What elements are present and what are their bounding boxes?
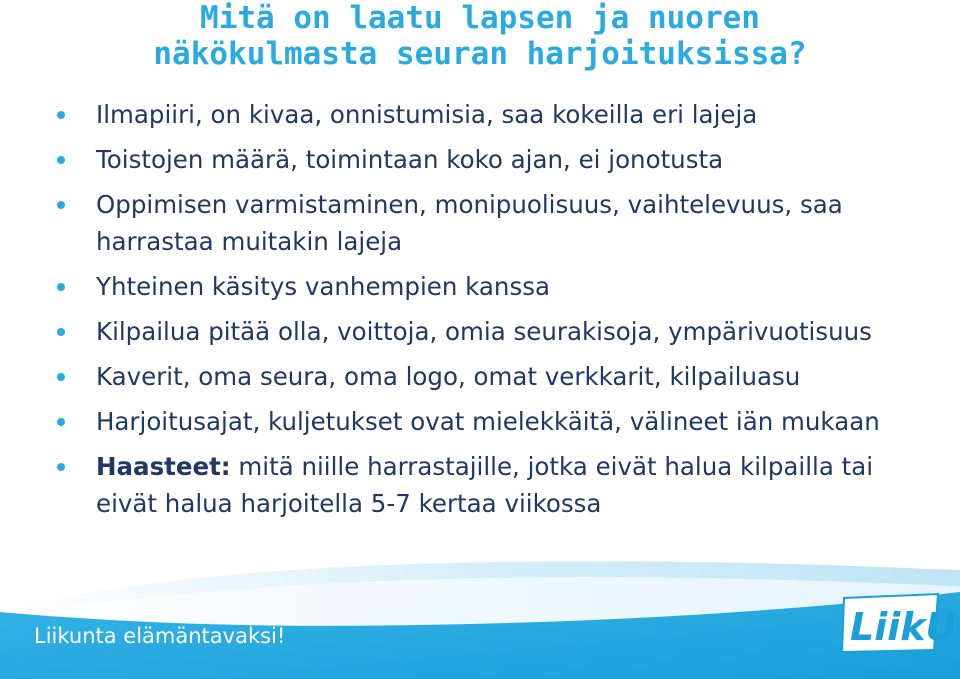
- bullet-item: [56, 403, 936, 440]
- bullet-text: Ilmapiiri, on kivaa, onnistumisia, saa kokeilla eri lajeja: [96, 100, 758, 129]
- bullet-dot-icon: [57, 418, 65, 426]
- bullet-item: [56, 96, 936, 133]
- bullet-item: [56, 358, 936, 395]
- bullet-dot-icon: [57, 463, 65, 471]
- bullet-item: [56, 313, 936, 350]
- slide-title-line-1: Mitä on laatu lapsen ja nuoren: [200, 0, 760, 36]
- bullet-dot-icon: [57, 373, 65, 381]
- logo-text: LiikU: [850, 605, 957, 649]
- bullet-dot-icon: [57, 328, 65, 336]
- bullet-text: Toistojen määrä, toimintaan koko ajan, ei jonotusta: [96, 145, 724, 174]
- footer-wave-band: [0, 548, 960, 679]
- slide-title-line-2: näkökulmasta seuran harjoituksissa?: [153, 36, 807, 72]
- bullet-dot-icon: [57, 201, 65, 209]
- bullet-text: Kilpailua pitää olla, voittoja, omia seurakisoja, ympärivuotisuus: [96, 317, 872, 346]
- bullet-item-challenges: [56, 448, 936, 522]
- footer-slogan: Liikunta elämäntavaksi!: [34, 624, 286, 648]
- bullet-text: mitä niille harrastajille, jotka eivät halua kilpailla tai eivät halua harjoitella 5-7 kertaa viikossa: [96, 452, 874, 518]
- footer-wave-graphic: [0, 548, 960, 679]
- slide-title: [0, 0, 960, 72]
- bullet-item: [56, 268, 936, 305]
- bullet-item: [56, 141, 936, 178]
- bullet-dot-icon: [57, 156, 65, 164]
- bullet-dot-icon: [57, 283, 65, 291]
- bullet-item: [56, 186, 936, 260]
- bullet-dot-icon: [57, 111, 65, 119]
- bullet-list: [56, 96, 936, 530]
- bullet-text: Harjoitusajat, kuljetukset ovat mielekkäitä, välineet iän mukaan: [96, 407, 880, 436]
- liiku-logo: [840, 592, 957, 654]
- bullet-text: Yhteinen käsitys vanhempien kanssa: [96, 272, 550, 301]
- bullet-text: Oppimisen varmistaminen, monipuolisuus, vaihtelevuus, saa harrastaa muitakin lajeja: [96, 190, 843, 256]
- bullet-lead-label: Haasteet:: [96, 452, 231, 481]
- bullet-text: Kaverit, oma seura, oma logo, omat verkkarit, kilpailuasu: [96, 362, 801, 391]
